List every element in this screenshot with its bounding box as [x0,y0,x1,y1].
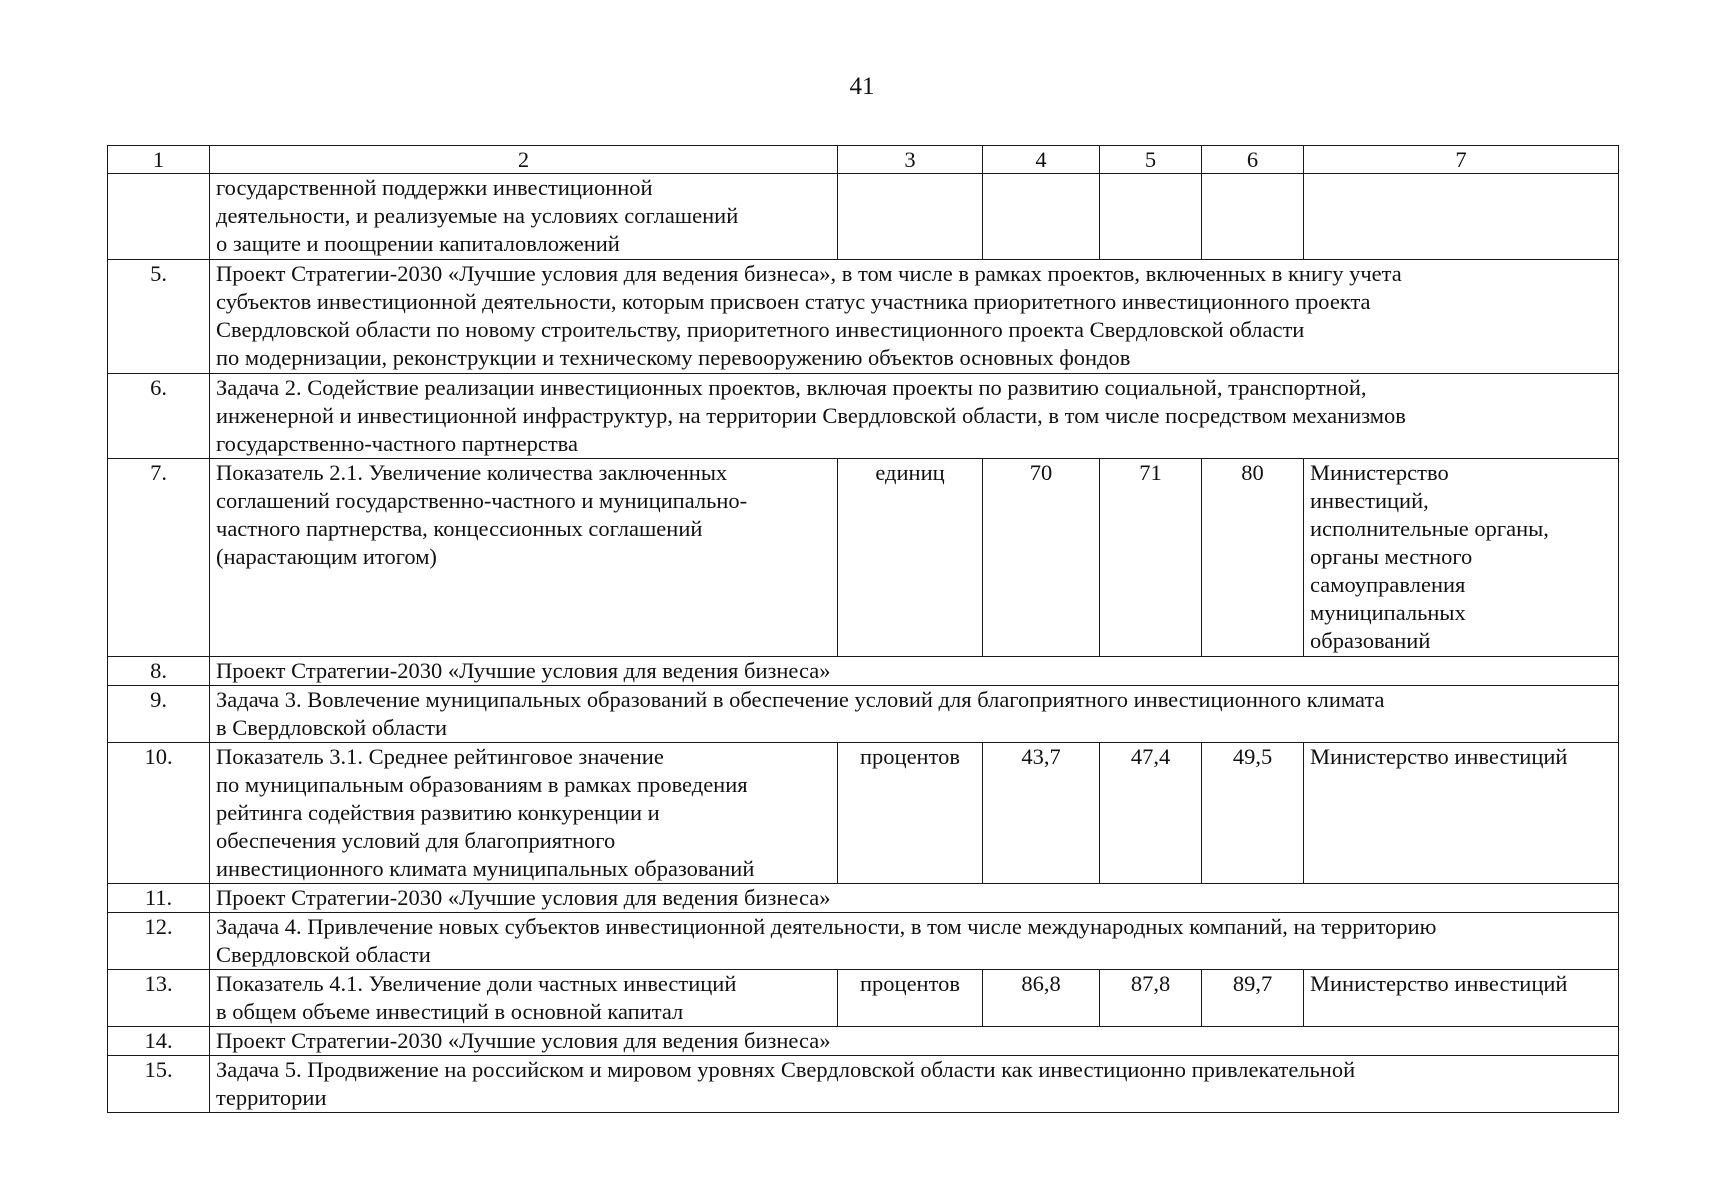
table-row-continuation [108,174,1619,260]
value-cell [1100,174,1202,260]
row-number-cell [108,174,210,260]
row-number-cell: 7. [108,459,210,657]
indicator-name-cell: Показатель 2.1. Увеличение количества заключенных соглашений государственно-частного и муниципально- частного партнерства, концессионных соглашений (нарастающим итогом) [210,459,838,657]
table-row [108,374,1619,459]
project-cell: Проект Стратегии-2030 «Лучшие условия для ведения бизнеса» [210,1027,1619,1056]
value-cell: 47,4 [1100,743,1202,884]
table-row [108,743,1619,884]
row-number-cell: 15. [108,1056,210,1113]
value-cell: 71 [1100,459,1202,657]
value-cell: 80 [1202,459,1304,657]
responsible-cell: Министерство инвестиций [1304,970,1619,1027]
column-header: 7 [1304,146,1619,174]
indicator-name-cell: Показатель 3.1. Среднее рейтинговое значение по муниципальным образованиям в рамках проведения рейтинга содействия развитию конкуренции и обеспечения условий для благоприятного инвестиционного климата муниципальных образований [210,743,838,884]
column-header: 6 [1202,146,1304,174]
row-number-cell: 13. [108,970,210,1027]
unit-cell: единиц [838,459,983,657]
row-number-cell: 6. [108,374,210,459]
value-cell: 70 [983,459,1100,657]
table-row [108,913,1619,970]
row-number-cell: 9. [108,686,210,743]
project-cell: Проект Стратегии-2030 «Лучшие условия для ведения бизнеса» [210,657,1619,686]
value-cell: 86,8 [983,970,1100,1027]
unit-cell: процентов [838,970,983,1027]
table-row [108,260,1619,374]
column-header: 3 [838,146,983,174]
table-row [108,1027,1619,1056]
unit-cell: процентов [838,743,983,884]
indicator-name-cell: Показатель 4.1. Увеличение доли частных инвестиций в общем объеме инвестиций в основной капитал [210,970,838,1027]
value-cell: 49,5 [1202,743,1304,884]
value-cell [983,174,1100,260]
responsible-cell: Министерство инвестиций, исполнительные органы, органы местного самоуправления муниципальных образований [1304,459,1619,657]
row-name-cell: государственной поддержки инвестиционной деятельности, и реализуемые на условиях соглашений о защите и поощрении капиталовложений [210,174,838,260]
row-number-cell: 12. [108,913,210,970]
value-cell: 89,7 [1202,970,1304,1027]
row-number-cell: 8. [108,657,210,686]
task-cell: Задача 4. Привлечение новых субъектов инвестиционной деятельности, в том числе международных компаний, на территорию Свердловской области [210,913,1619,970]
table-row [108,657,1619,686]
table-row [108,1056,1619,1113]
table-header-row [108,146,1619,174]
table-row [108,884,1619,913]
value-cell: 87,8 [1100,970,1202,1027]
value-cell: 43,7 [983,743,1100,884]
unit-cell [838,174,983,260]
responsible-cell: Министерство инвестиций [1304,743,1619,884]
task-cell: Задача 3. Вовлечение муниципальных образований в обеспечение условий для благоприятного инвестиционного климата в Свердловской области [210,686,1619,743]
indicators-table [107,145,1619,1113]
column-header: 2 [210,146,838,174]
row-number-cell: 10. [108,743,210,884]
task-cell: Задача 2. Содействие реализации инвестиционных проектов, включая проекты по развитию социальной, транспортной, инженерной и инвестиционной инфраструктур, на территории Свердловской области, в том числе посредством механизмов государственно-частного партнерства [210,374,1619,459]
project-cell: Проект Стратегии-2030 «Лучшие условия для ведения бизнеса», в том числе в рамках проектов, включенных в книгу учета субъектов инвестиционной деятельности, которым присвоен статус участника приоритетного инвестиционного проекта Свердловской области по новому строительству, приоритетного инвестиционного проекта Свердловской области по модернизации, реконструкции и техническому перевооружению объектов основных фондов [210,260,1619,374]
task-cell: Задача 5. Продвижение на российском и мировом уровнях Свердловской области как инвестиционно привлекательной территории [210,1056,1619,1113]
page-number: 41 [849,73,875,100]
table-row [108,459,1619,657]
row-number-cell: 14. [108,1027,210,1056]
project-cell: Проект Стратегии-2030 «Лучшие условия для ведения бизнеса» [210,884,1619,913]
value-cell [1202,174,1304,260]
column-header: 5 [1100,146,1202,174]
responsible-cell [1304,174,1619,260]
row-number-cell: 5. [108,260,210,374]
column-header: 4 [983,146,1100,174]
column-header: 1 [108,146,210,174]
table-row [108,970,1619,1027]
table-row [108,686,1619,743]
row-number-cell: 11. [108,884,210,913]
